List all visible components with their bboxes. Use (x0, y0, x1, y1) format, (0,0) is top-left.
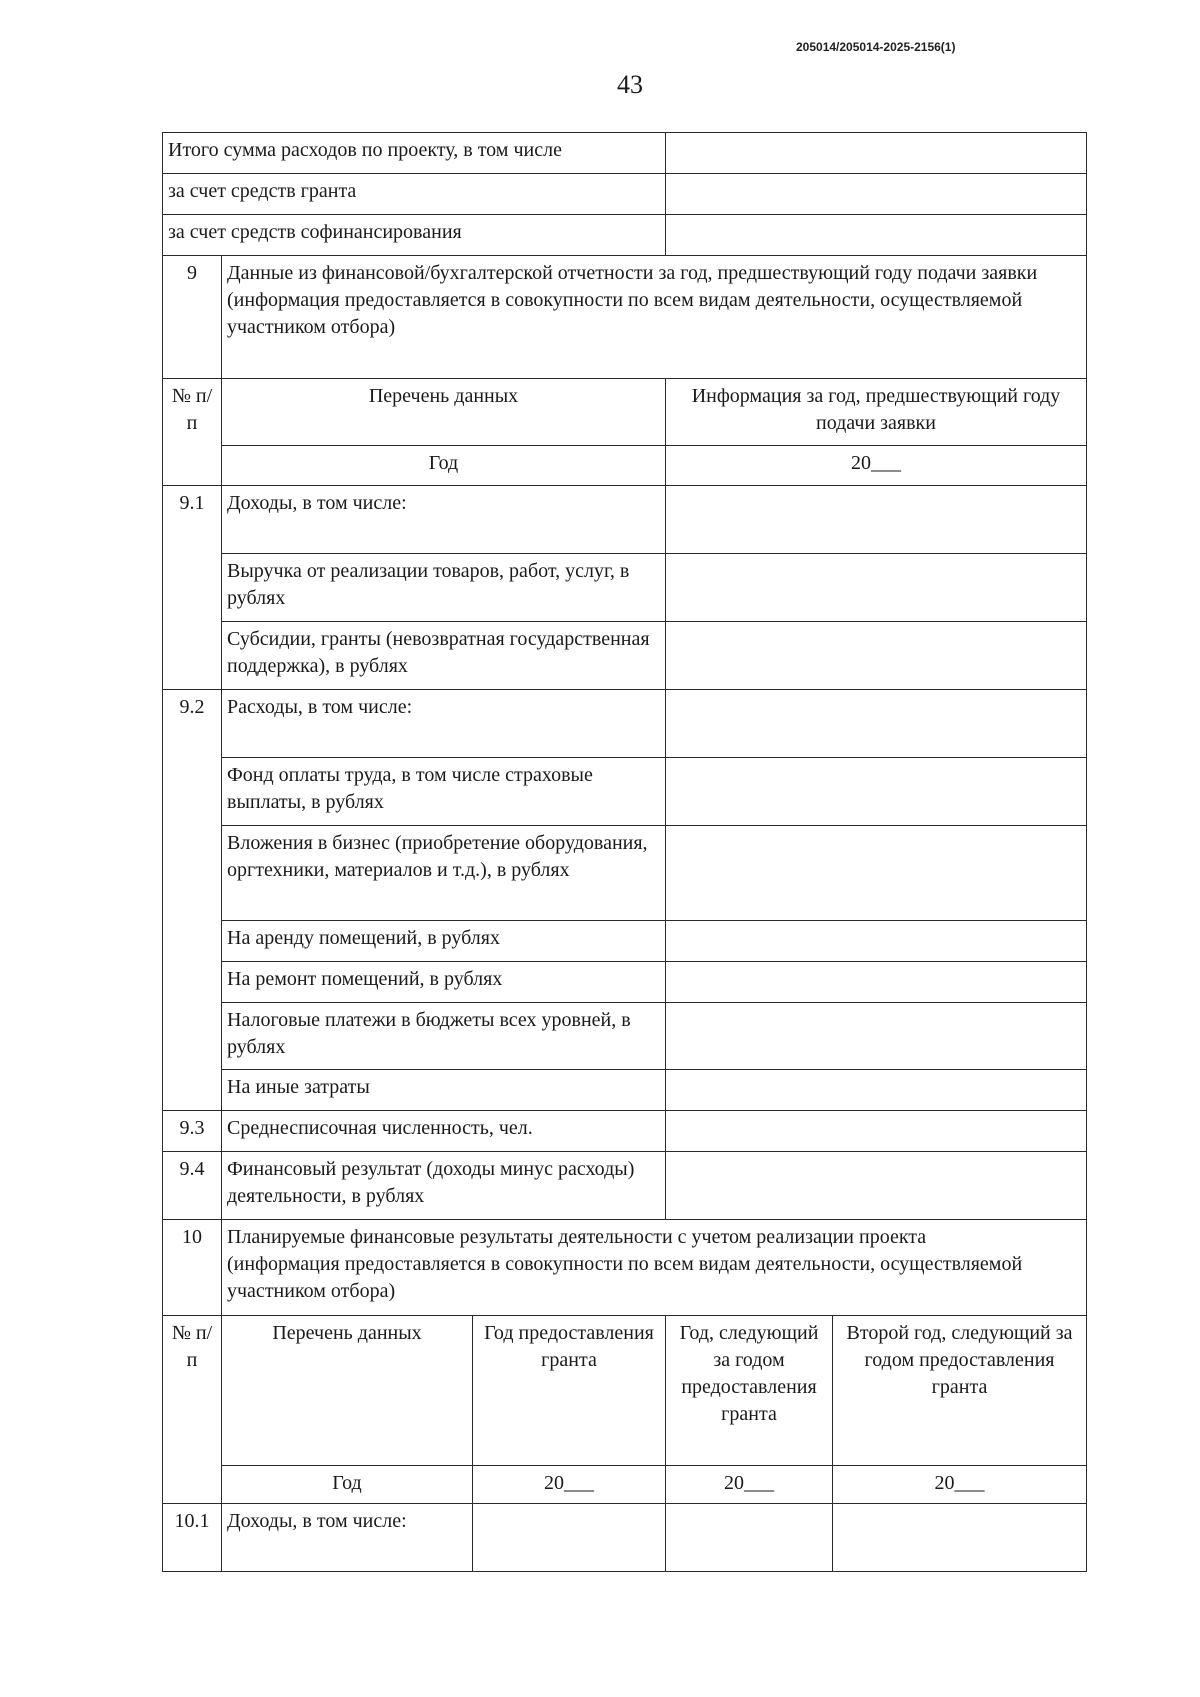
section-9-col-list: Перечень данных (222, 379, 666, 446)
total-expenses-value-cell[interactable] (666, 133, 1087, 174)
row-label: Субсидии, гранты (невозвратная государственная поддержка), в рублях (222, 622, 666, 690)
row-value-cell[interactable] (666, 690, 1087, 758)
table-row (163, 1504, 1087, 1572)
section-9-year-value[interactable]: 20___ (666, 446, 1087, 486)
section-9-header-row (163, 256, 1087, 379)
section-9-title (222, 256, 1087, 379)
row-value-cell[interactable] (666, 921, 1087, 962)
grant-application-table (162, 132, 1087, 1572)
section-10-title (222, 1220, 1087, 1316)
cofinancing-value-cell[interactable] (666, 215, 1087, 256)
section-10-col-year3: Второй год, следующий за годом предоставления гранта (833, 1316, 1087, 1466)
section-10-year-row (163, 1466, 1087, 1504)
section-10-title-main: Планируемые финансовые результаты деятельности с учетом реализации проекта (227, 1226, 927, 1248)
section-9-title-note: (информация предоставляется в совокупности по всем видам деятельности, осуществляемой участником отбора) (227, 289, 1023, 338)
section-9-col-info: Информация за год, предшествующий году подачи заявки (666, 379, 1087, 446)
section-9-year-row (163, 446, 1087, 486)
section-10-year3-value[interactable]: 20___ (833, 1466, 1087, 1504)
table-row (163, 758, 1087, 826)
section-10-year-label: Год (222, 1466, 473, 1504)
section-10-year2-value[interactable]: 20___ (666, 1466, 833, 1504)
row-label: На ремонт помещений, в рублях (222, 962, 666, 1003)
total-expenses-label: Итого сумма расходов по проекту, в том числе (163, 133, 666, 174)
row-label: На иные затраты (222, 1070, 666, 1111)
table-row (163, 690, 1087, 758)
document-id: 205014/205014-2025-2156(1) (796, 40, 956, 54)
section-10-col-list: Перечень данных (222, 1316, 473, 1466)
row-label: Расходы, в том числе: (222, 690, 666, 758)
section-10-header-row (163, 1220, 1087, 1316)
row-value-cell[interactable] (666, 1070, 1087, 1111)
row-value-cell[interactable] (666, 1003, 1087, 1070)
total-expenses-row (163, 133, 1087, 174)
row-number-9-4: 9.4 (163, 1152, 222, 1220)
section-10-col-number: № п/п (163, 1316, 222, 1504)
grant-funds-label: за счет средств гранта (163, 174, 666, 215)
cofinancing-label: за счет средств софинансирования (163, 215, 666, 256)
row-value-cell[interactable] (666, 554, 1087, 622)
row-value-cell[interactable] (666, 622, 1087, 690)
table-row (163, 1070, 1087, 1111)
row-value-cell[interactable] (666, 962, 1087, 1003)
section-10-year1-value[interactable]: 20___ (473, 1466, 666, 1504)
row-label: Доходы, в том числе: (222, 486, 666, 554)
row-value-cell[interactable] (666, 1111, 1087, 1152)
row-value-cell[interactable] (666, 758, 1087, 826)
section-10-number: 10 (163, 1220, 222, 1316)
section-9-year-label: Год (222, 446, 666, 486)
grant-funds-row (163, 174, 1087, 215)
section-10-title-note: (информация предоставляется в совокупности по всем видам деятельности, осуществляемой участником отбора) (227, 1253, 1023, 1302)
row-number-10-1: 10.1 (163, 1504, 222, 1572)
table-row (163, 1111, 1087, 1152)
section-9-number: 9 (163, 256, 222, 379)
table-row (163, 554, 1087, 622)
cofinancing-row (163, 215, 1087, 256)
row-value-cell[interactable] (666, 1504, 833, 1572)
row-label: Среднесписочная численность, чел. (222, 1111, 666, 1152)
row-value-cell[interactable] (473, 1504, 666, 1572)
row-label: На аренду помещений, в рублях (222, 921, 666, 962)
table-row (163, 826, 1087, 921)
row-label: Финансовый результат (доходы минус расходы) деятельности, в рублях (222, 1152, 666, 1220)
table-row (163, 1152, 1087, 1220)
section-9-column-header-row (163, 379, 1087, 446)
section-10-column-header-row (163, 1316, 1087, 1466)
row-label: Доходы, в том числе: (222, 1504, 473, 1572)
table-row (163, 486, 1087, 554)
row-number-9-2: 9.2 (163, 690, 222, 1111)
row-label: Вложения в бизнес (приобретение оборудования, оргтехники, материалов и т.д.), в рублях (222, 826, 666, 921)
page-number: 43 (617, 70, 643, 99)
table-row (163, 921, 1087, 962)
row-value-cell[interactable] (666, 826, 1087, 921)
section-9-col-number: № п/п (163, 379, 222, 486)
row-value-cell[interactable] (666, 486, 1087, 554)
section-10-col-year2: Год, следующий за годом предоставления гранта (666, 1316, 833, 1466)
row-number-9-3: 9.3 (163, 1111, 222, 1152)
grant-funds-value-cell[interactable] (666, 174, 1087, 215)
table-row (163, 1003, 1087, 1070)
section-10-col-year1: Год предоставления гранта (473, 1316, 666, 1466)
table-row (163, 622, 1087, 690)
row-label: Фонд оплаты труда, в том числе страховые выплаты, в рублях (222, 758, 666, 826)
row-label: Выручка от реализации товаров, работ, услуг, в рублях (222, 554, 666, 622)
row-value-cell[interactable] (833, 1504, 1087, 1572)
row-label: Налоговые платежи в бюджеты всех уровней, в рублях (222, 1003, 666, 1070)
table-row (163, 962, 1087, 1003)
section-9-title-main: Данные из финансовой/бухгалтерской отчетности за год, предшествующий году подачи заявки (227, 262, 1038, 284)
row-value-cell[interactable] (666, 1152, 1087, 1220)
row-number-9-1: 9.1 (163, 486, 222, 690)
